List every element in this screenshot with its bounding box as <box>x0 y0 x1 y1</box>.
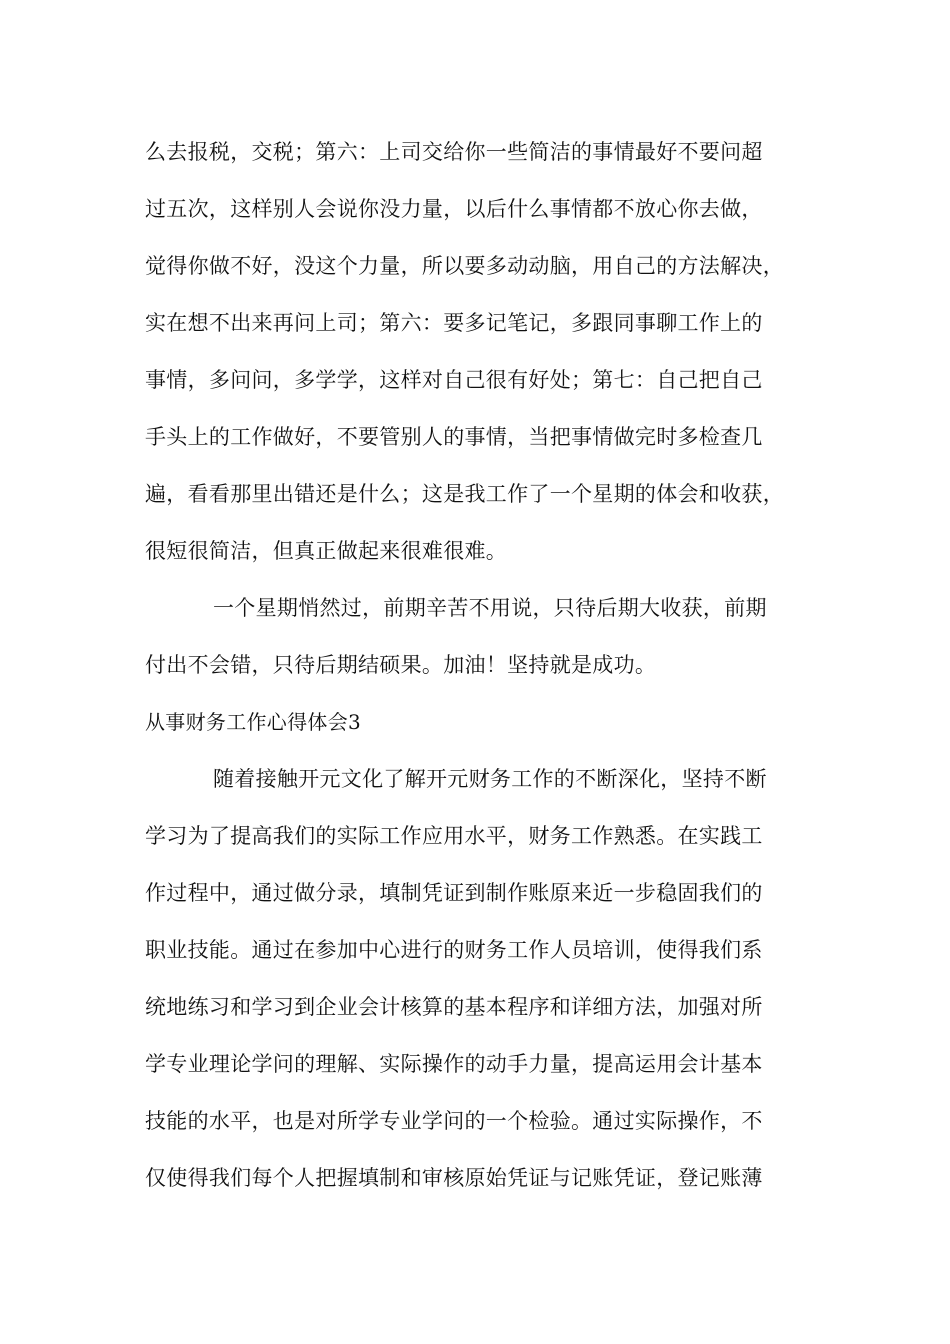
paragraph-line: 学习为了提高我们的实际工作应用水平，财务工作熟悉。在实践工 <box>145 824 763 848</box>
paragraph-line: 手头上的工作做好，不要管别人的事情，当把事情做完时多检查几 <box>145 425 763 449</box>
paragraph-line: 觉得你做不好，没这个力量，所以要多动动脑，用自己的方法解决， <box>145 254 784 278</box>
paragraph-line: 很短很简洁，但真正做起来很难很难。 <box>145 539 508 563</box>
paragraph-line: 技能的水平，也是对所学专业学问的一个检验。通过实际操作，不 <box>145 1109 763 1133</box>
paragraph-line: 事情，多问问，多学学，这样对自己很有好处；第七：自己把自己 <box>145 368 763 392</box>
section-heading: 从事财务工作心得体会3 <box>145 710 362 734</box>
paragraph-line: 统地练习和学习到企业会计核算的基本程序和详细方法，加强对所 <box>145 995 763 1019</box>
paragraph-line: 遍，看看那里出错还是什么；这是我工作了一个星期的体会和收获， <box>145 482 784 506</box>
paragraph-line: 随着接触开元文化了解开元财务工作的不断深化，坚持不断 <box>213 767 767 791</box>
paragraph-line: 仅使得我们每个人把握填制和审核原始凭证与记账凭证，登记账薄 <box>145 1166 763 1190</box>
paragraph-line: 职业技能。通过在参加中心进行的财务工作人员培训，使得我们系 <box>145 938 763 962</box>
paragraph-line: 学专业理论学问的理解、实际操作的动手力量，提高运用会计基本 <box>145 1052 763 1076</box>
paragraph-line: 实在想不出来再问上司；第六：要多记笔记，多跟同事聊工作上的 <box>145 311 763 335</box>
paragraph-line: 一个星期悄然过，前期辛苦不用说，只待后期大收获，前期 <box>213 596 767 620</box>
paragraph-line: 作过程中，通过做分录，填制凭证到制作账原来近一步稳固我们的 <box>145 881 763 905</box>
paragraph-line: 付出不会错，只待后期结硕果。加油！坚持就是成功。 <box>145 653 657 677</box>
paragraph-line: 么去报税，交税；第六：上司交给你一些简洁的事情最好不要问超 <box>145 140 763 164</box>
paragraph-line: 过五次，这样别人会说你没力量，以后什么事情都不放心你去做， <box>145 197 763 221</box>
